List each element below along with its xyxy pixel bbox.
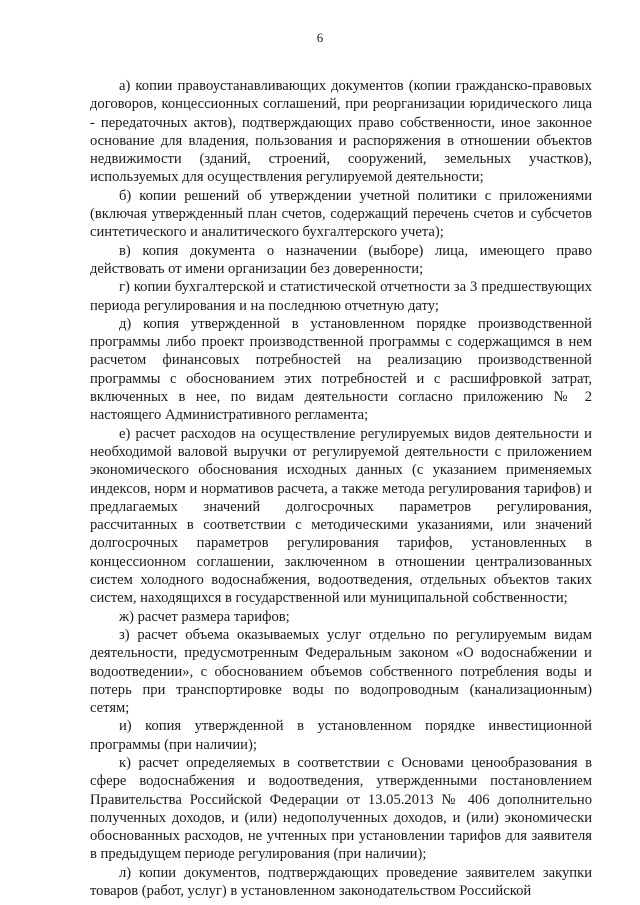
paragraph-l: л) копии документов, подтверждающих проведение заявителем закупки товаров (работ, услуг) в установленном законодательством Российской <box>90 864 592 900</box>
paragraph-i: и) копия утвержденной в установленном порядке инвестиционной программы (при наличии); <box>90 718 592 753</box>
paragraph-g: г) копии бухгалтерской и статистической отчетности за 3 предшествующих периода регулирования и на последнюю отчетную дату; <box>90 279 592 314</box>
paragraph-d: д) копия утвержденной в установленном порядке производственной программы либо проект производственной программы с содержащимся в нем расчетом финансовых потребностей на реализацию производственной программы с обоснованием этих потребностей и с расшифровкой затрат, включенных в нее, по видам деятельности согласно приложению № 2 настоящего Административного регламента; <box>90 315 592 424</box>
document-body <box>90 77 592 900</box>
paragraph-v: в) копия документа о назначении (выборе) лица, имеющего право действовать от имени организации без доверенности; <box>90 242 592 277</box>
paragraph-b: б) копии решений об утверждении учетной политики с приложениями (включая утвержденный план счетов, содержащий перечень счетов и субсчетов синтетического и аналитического бухгалтерского учета); <box>90 187 592 241</box>
paragraph-z: з) расчет объема оказываемых услуг отдельно по регулируемым видам деятельности, предусмотренным Федеральным законом «О водоснабжении и водоотведении», с обоснованием объемов собственного потребления воды и потерь при транспортировке воды по водопроводным (канализационным) сетям; <box>90 626 592 717</box>
page-number: 6 <box>316 30 324 45</box>
paragraph-e: е) расчет расходов на осуществление регулируемых видов деятельности и необходимой валовой выручки от регулируемой деятельности с приложением экономического обоснования исходных данных (с указанием применяемых индексов, норм и нормативов расчета, а также метода регулирования тарифов) и предлагаемых значений долгосрочных параметров регулирования, рассчитанных в соответствии с методическими указаниями, или значений долгосрочных параметров регулирования тарифов, установленных в концессионном соглашении, заключенном в отношении централизованных систем холодного водоснабжения, водоотведения, отдельных объектов таких систем, находящихся в государственной или муниципальной собственности; <box>90 425 592 607</box>
paragraph-zh: ж) расчет размера тарифов; <box>119 608 290 625</box>
paragraph-a: а) копии правоустанавливающих документов (копии гражданско-правовых договоров, концессионных соглашений, при реорганизации юридического лица - передаточных актов), подтверждающих право собственности, иное законное основание для владения, пользования и распоряжения в отношении объектов недвижимости (зданий, строений, сооружений, земельных участков), используемых для осуществления регулируемой деятельности; <box>90 78 592 186</box>
paragraph-k: к) расчет определяемых в соответствии с Основами ценообразования в сфере водоснабжения и водоотведения, утвержденными постановлением Правительства Российской Федерации от 13.05.2013 № 406 дополнительно полученных доходов, и (или) недополученных доходов, и (или) экономически обоснованных расходов, не учтенных при установлении тарифов для заявителя в предыдущем периоде регулирования (при наличии); <box>90 754 592 863</box>
